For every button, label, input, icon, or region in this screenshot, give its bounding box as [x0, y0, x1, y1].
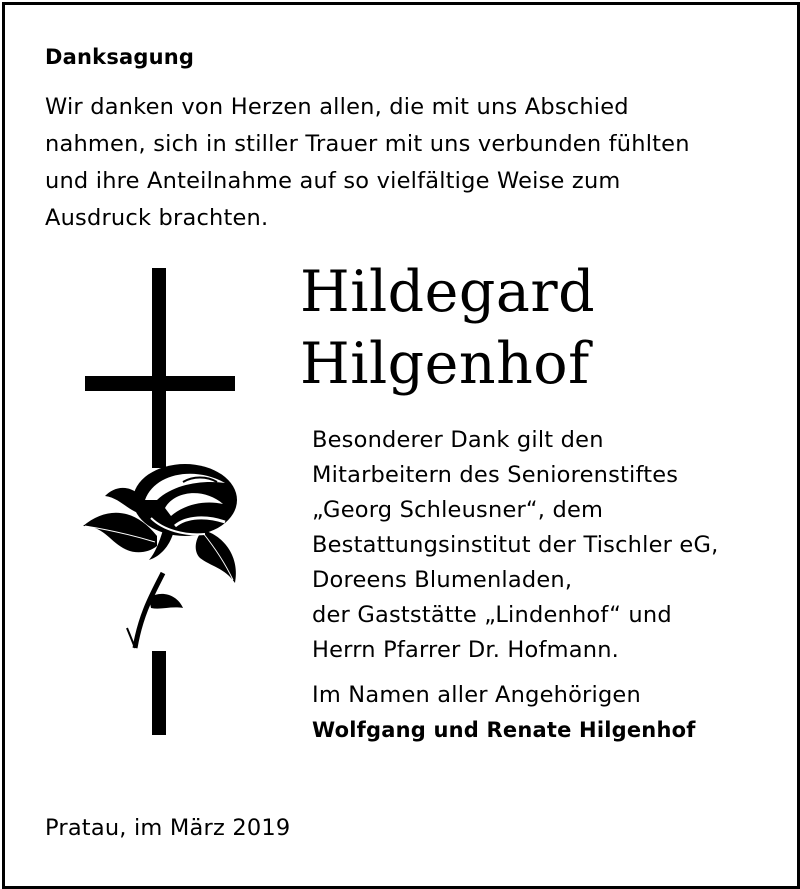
intro-text [45, 89, 765, 237]
thanks-line: Herrn Pfarrer Dr. Hofmann. [312, 637, 620, 663]
closing-block [312, 678, 696, 748]
place-date: Pratau, im März 2019 [45, 815, 291, 841]
signers: Wolfgang und Renate Hilgenhof [312, 718, 696, 742]
intro-line: Ausdruck brachten. [45, 205, 269, 231]
rose-icon [83, 464, 237, 648]
first-name: Hildegard [300, 259, 596, 325]
intro-line: nahmen, sich in stiller Trauer mit uns verbunden fühlten [45, 131, 690, 157]
thanks-line: Mitarbeitern des Seniorenstiftes [312, 462, 679, 488]
thanks-line: Besonderer Dank gilt den [312, 427, 604, 453]
deceased-name [300, 256, 595, 400]
intro-line: Wir danken von Herzen allen, die mit uns Abschied [45, 94, 629, 120]
intro-line: und ihre Anteilnahme auf so vielfältige Weise zum [45, 168, 621, 194]
last-name: Hilgenhof [300, 331, 590, 397]
heading: Danksagung [45, 45, 195, 69]
closing-line: Im Namen aller Angehörigen [312, 682, 641, 708]
special-thanks [312, 423, 718, 668]
thanks-line: „Georg Schleusner“, dem [312, 497, 604, 523]
thanks-line: Doreens Blumenladen, [312, 567, 573, 593]
thanks-line: Bestattungsinstitut der Tischler eG, [312, 532, 719, 558]
cross-with-rose [75, 268, 245, 738]
thanks-line: der Gaststätte „Lindenhof“ und [312, 602, 672, 628]
